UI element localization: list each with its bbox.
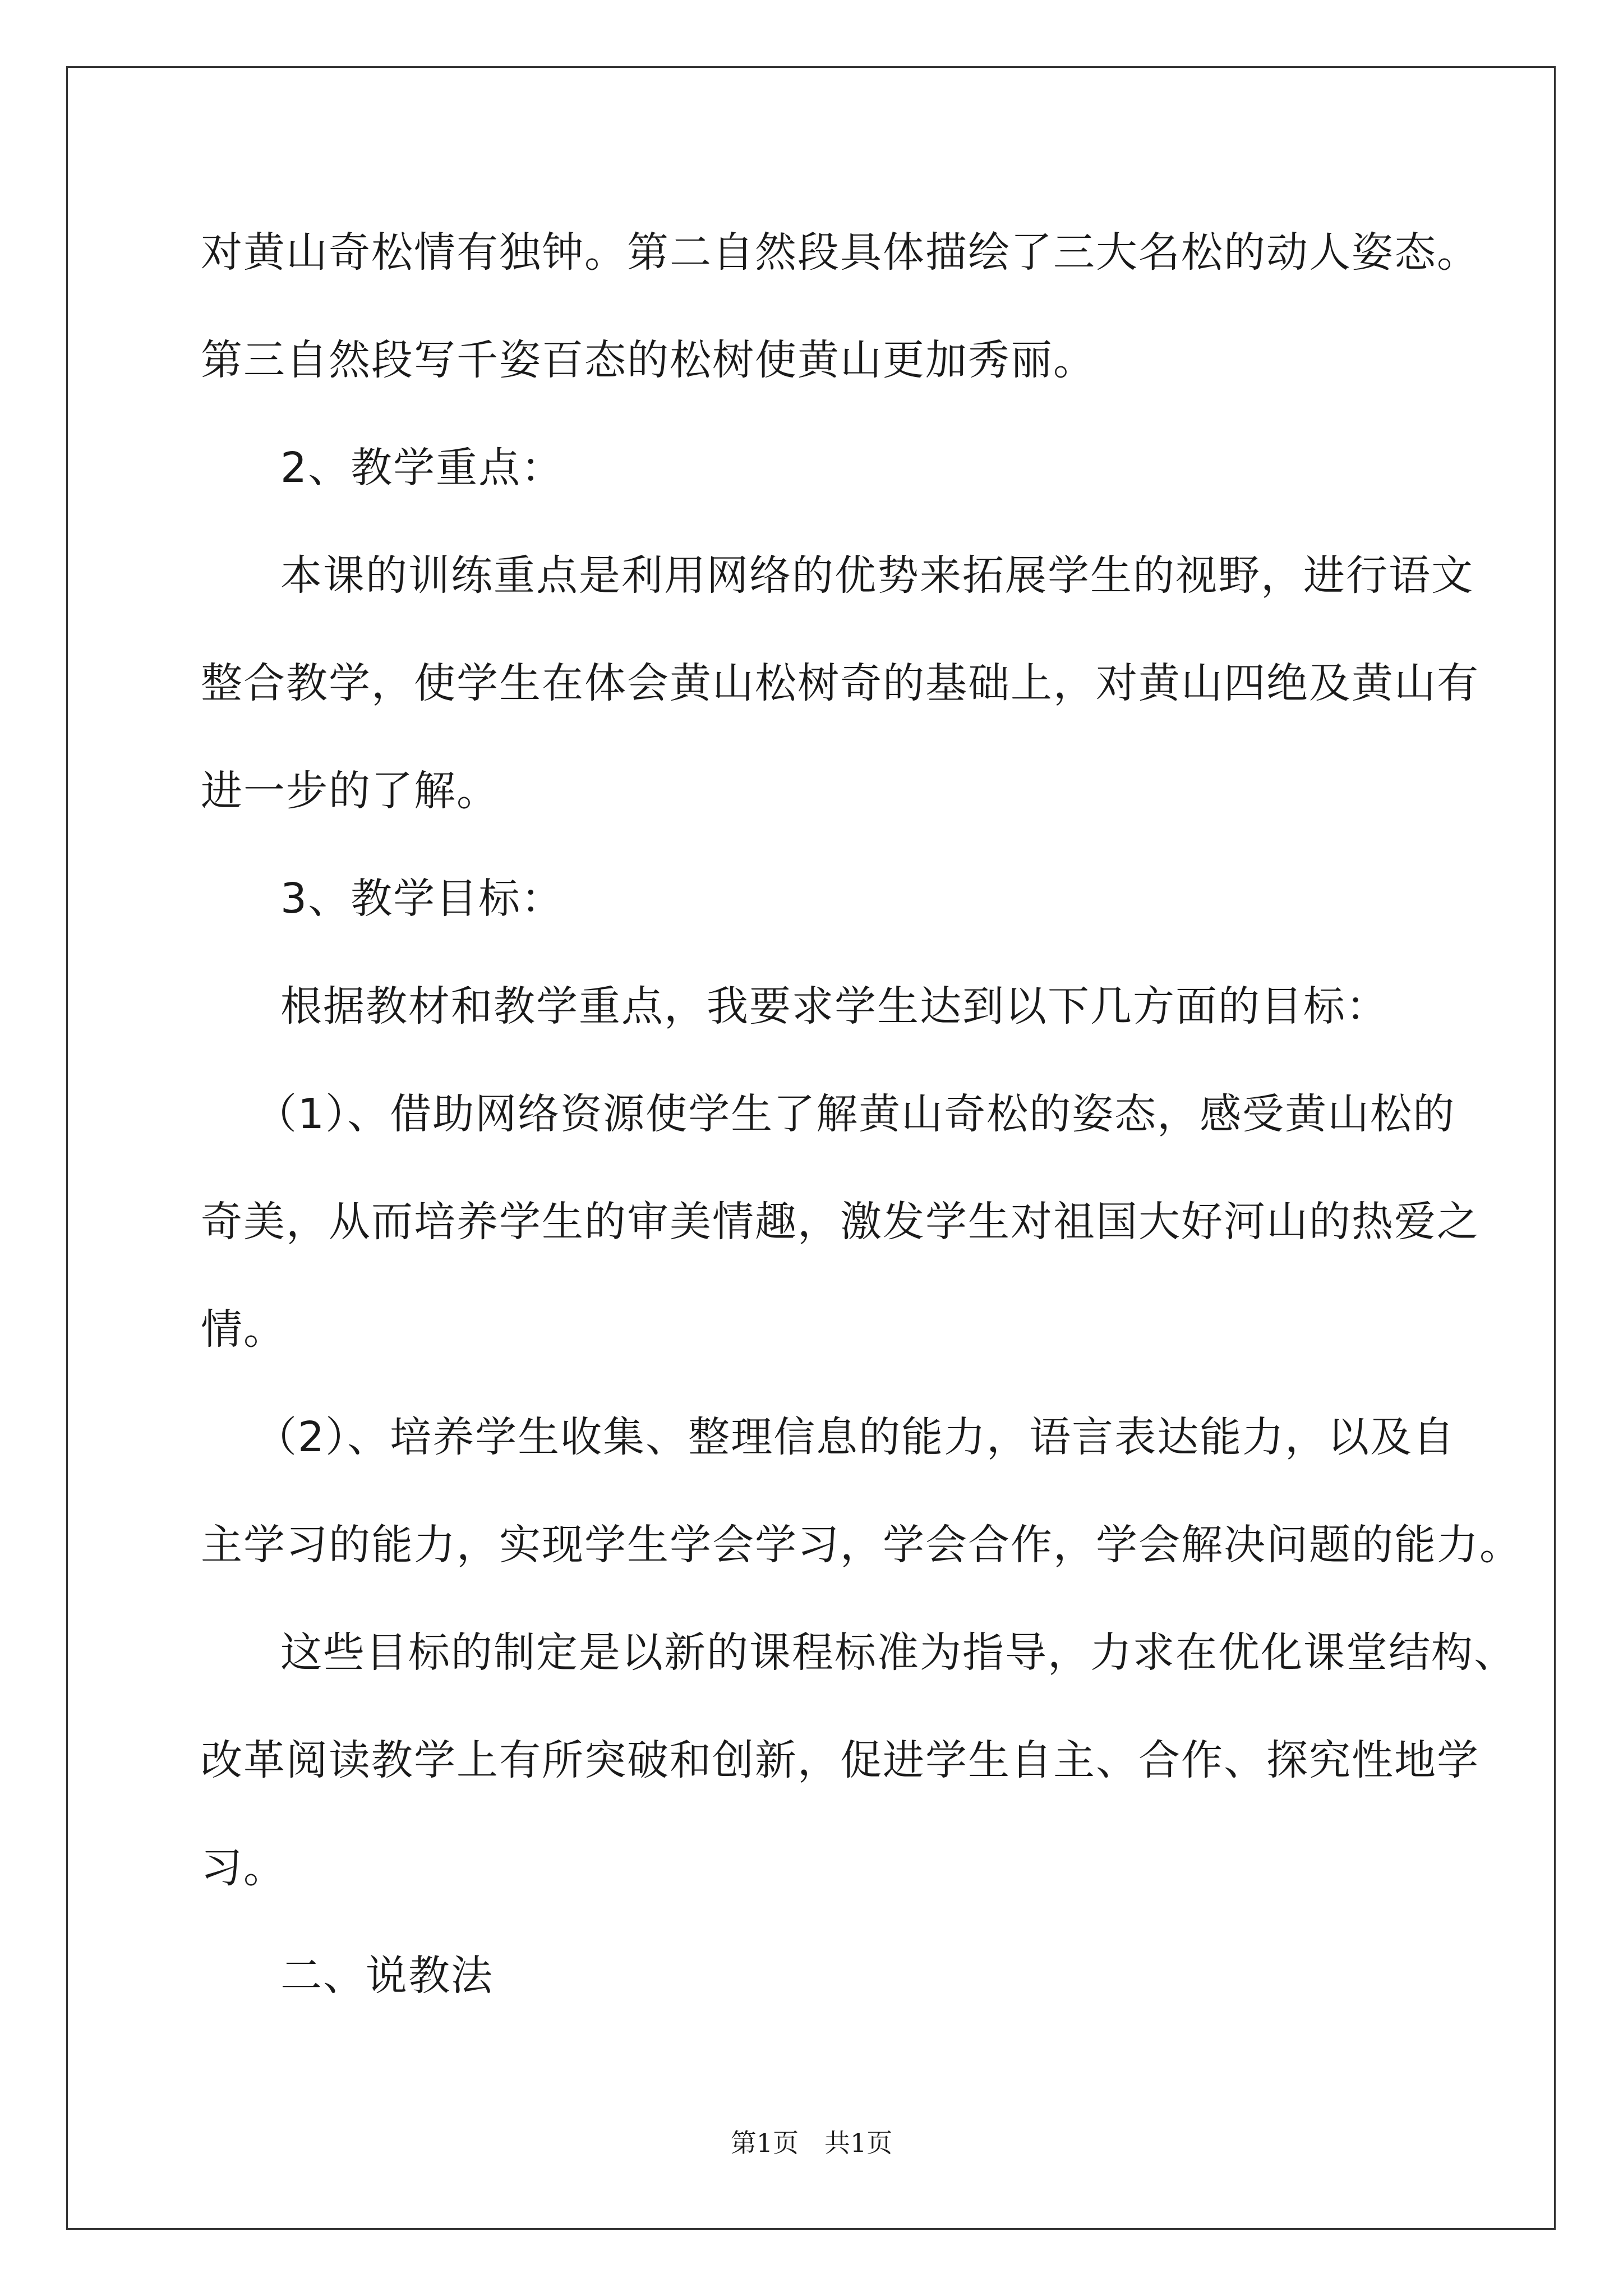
text-line: （1）、借助网络资源使学生了解黄山奇松的姿态，感受黄山松的 <box>255 1090 1456 1138</box>
text-line: 本课的训练重点是利用网络的优势来拓展学生的视野，进行语文 <box>280 551 1474 600</box>
text-line: 整合教学，使学生在体会黄山松树奇的基础上，对黄山四绝及黄山有 <box>201 659 1479 707</box>
section-heading: 3、教学目标： <box>280 875 564 923</box>
text-line: 奇美，从而培养学生的审美情趣，激发学生对祖国大好河山的热爱之 <box>201 1198 1479 1246</box>
text-line: 改革阅读教学上有所突破和创新，促进学生自主、合作、探究性地学 <box>201 1736 1479 1784</box>
text-line: 情。 <box>201 1305 286 1354</box>
text-line: 对黄山奇松情有独钟。第二自然段具体描绘了三大名松的动人姿态。 <box>201 228 1479 277</box>
text-line: 根据教材和教学重点，我要求学生达到以下几方面的目标： <box>280 982 1389 1030</box>
text-line: 主学习的能力，实现学生学会学习，学会合作，学会解决问题的能力。 <box>201 1521 1522 1569</box>
text-line: 第三自然段写千姿百态的松树使黄山更加秀丽。 <box>201 336 1096 384</box>
text-line: 习。 <box>201 1844 286 1892</box>
section-heading: 二、说教法 <box>280 1952 494 2000</box>
text-line: 这些目标的制定是以新的课程标准为指导，力求在优化课堂结构、 <box>280 1628 1516 1677</box>
page-border <box>66 66 1556 2230</box>
page-number-footer: 第1页 共1页 <box>730 2128 893 2158</box>
text-line: （2）、培养学生收集、整理信息的能力，语言表达能力，以及自 <box>255 1413 1456 1461</box>
text-line: 进一步的了解。 <box>201 767 499 815</box>
section-heading: 2、教学重点： <box>280 444 564 492</box>
